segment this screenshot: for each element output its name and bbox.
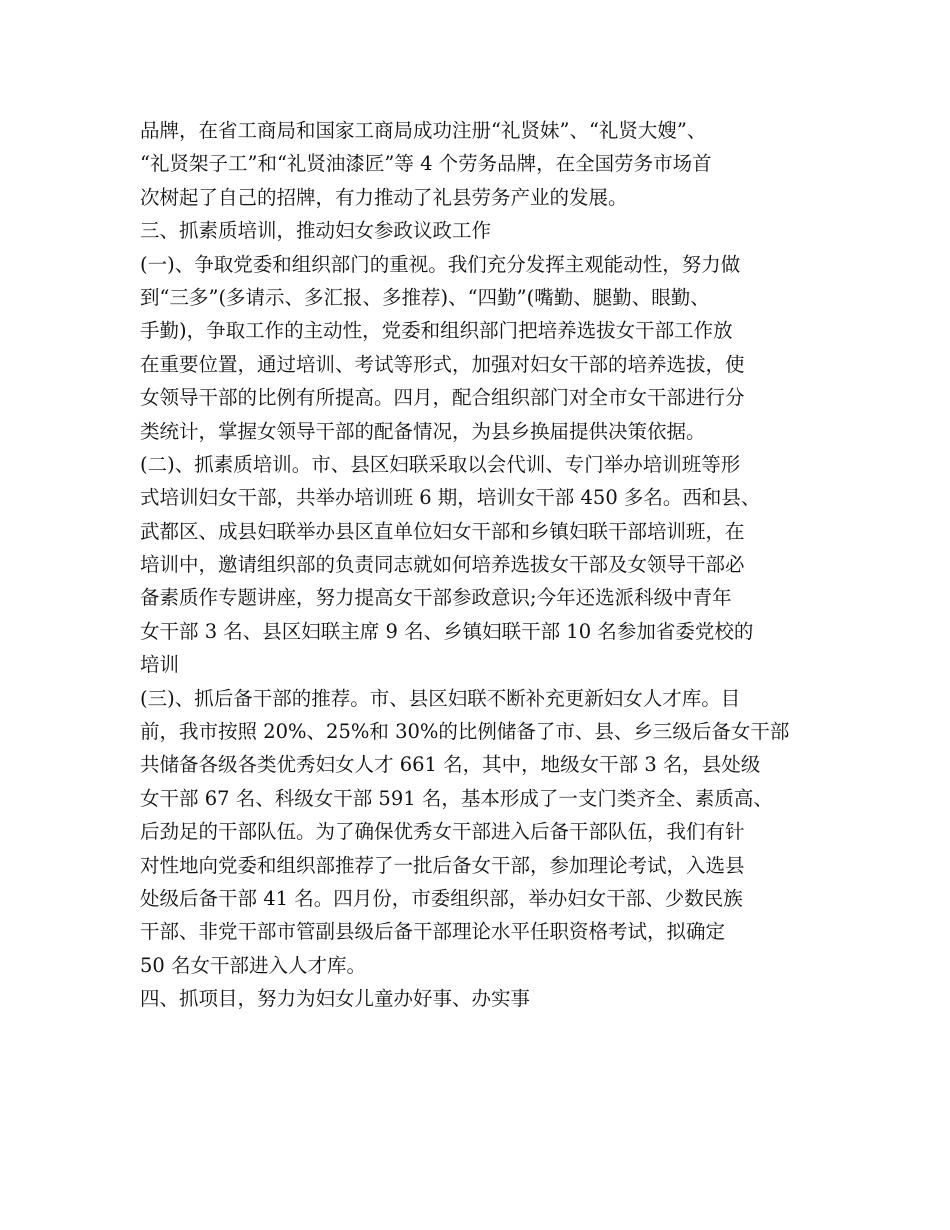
text-line: 武都区、成县妇联举办县区直单位妇女干部和乡镇妇联干部培训班，在 (140, 519, 745, 543)
text-line: 备素质作专题讲座，努力提高女干部参政意识;今年还选派科级中青年 (140, 586, 732, 610)
text-line: 女领导干部的比例有所提高。四月，配合组织部门对全市女干部进行分 (140, 386, 745, 410)
text-line: (一)、争取党委和组织部门的重视。我们充分发挥主观能动性，努力做 (140, 252, 741, 276)
text-line: 培训中，邀请组织部的负责同志就如何培养选拔女干部及女领导干部必 (140, 553, 745, 577)
text-line: 干部、非党干部市管副县级后备干部理论水平任职资格考试，拟确定 (140, 920, 726, 944)
text-line: 50 名女干部进入人才库。 (140, 953, 367, 977)
text-line: 在重要位置，通过培训、考试等形式，加强对妇女干部的培养选拔，使 (140, 352, 745, 376)
text-line: 前，我市按照 20%、25%和 30%的比例储备了市、县、乡三级后备女干部 (140, 720, 790, 744)
text-line: 式培训妇女干部，共举办培训班 6 期，培训女干部 450 多名。西和县、 (140, 486, 761, 510)
text-line: 对性地向党委和组织部推荐了一批后备女干部，参加理论考试，入选县 (140, 853, 745, 877)
text-line: 次树起了自己的招牌，有力推动了礼县劳务产业的发展。 (140, 185, 628, 209)
text-line: (二)、抓素质培训。市、县区妇联采取以会代训、专门举办培训班等形 (140, 452, 741, 476)
text-line: 类统计，掌握女领导干部的配备情况，为县乡换届提供决策依据。 (140, 419, 706, 443)
text-line: 品牌，在省工商局和国家工商局成功注册“礼贤妹”、“礼贤大嫂”、 (140, 119, 707, 142)
text-line: (三)、抓后备干部的推荐。市、县区妇联不断补充更新妇女人才库。目 (140, 686, 741, 710)
text-line: 培训 (140, 653, 180, 677)
body-text (140, 114, 830, 1016)
section-heading: 四、抓项目，努力为妇女儿童办好事、办实事 (140, 987, 531, 1011)
text-line: 手勤)，争取工作的主动性，党委和组织部门把培养选拔女干部工作放 (140, 319, 733, 343)
text-line: 后劲足的干部队伍。为了确保优秀女干部进入后备干部队伍，我们有针 (140, 820, 745, 844)
text-line: 女干部 67 名、科级女干部 591 名，基本形成了一支门类齐全、素质高、 (140, 786, 773, 810)
text-line: 女干部 3 名、县区妇联主席 9 名、乡镇妇联干部 10 名参加省委党校的 (140, 619, 754, 643)
text-line: 到“三多”(多请示、多汇报、多推荐)、“四勤”(嘴勤、腿勤、眼勤、 (140, 285, 710, 309)
text-line: “礼贤架子工”和“礼贤油漆匠”等 4 个劳务品牌，在全国劳务市场首 (140, 152, 712, 176)
text-line: 处级后备干部 41 名。四月份，市委组织部，举办妇女干部、少数民族 (140, 886, 743, 910)
text-line: 共储备各级各类优秀妇女人才 661 名，其中，地级女干部 3 名，县处级 (140, 753, 761, 777)
section-heading: 三、抓素质培训，推动妇女参政议政工作 (140, 219, 492, 243)
